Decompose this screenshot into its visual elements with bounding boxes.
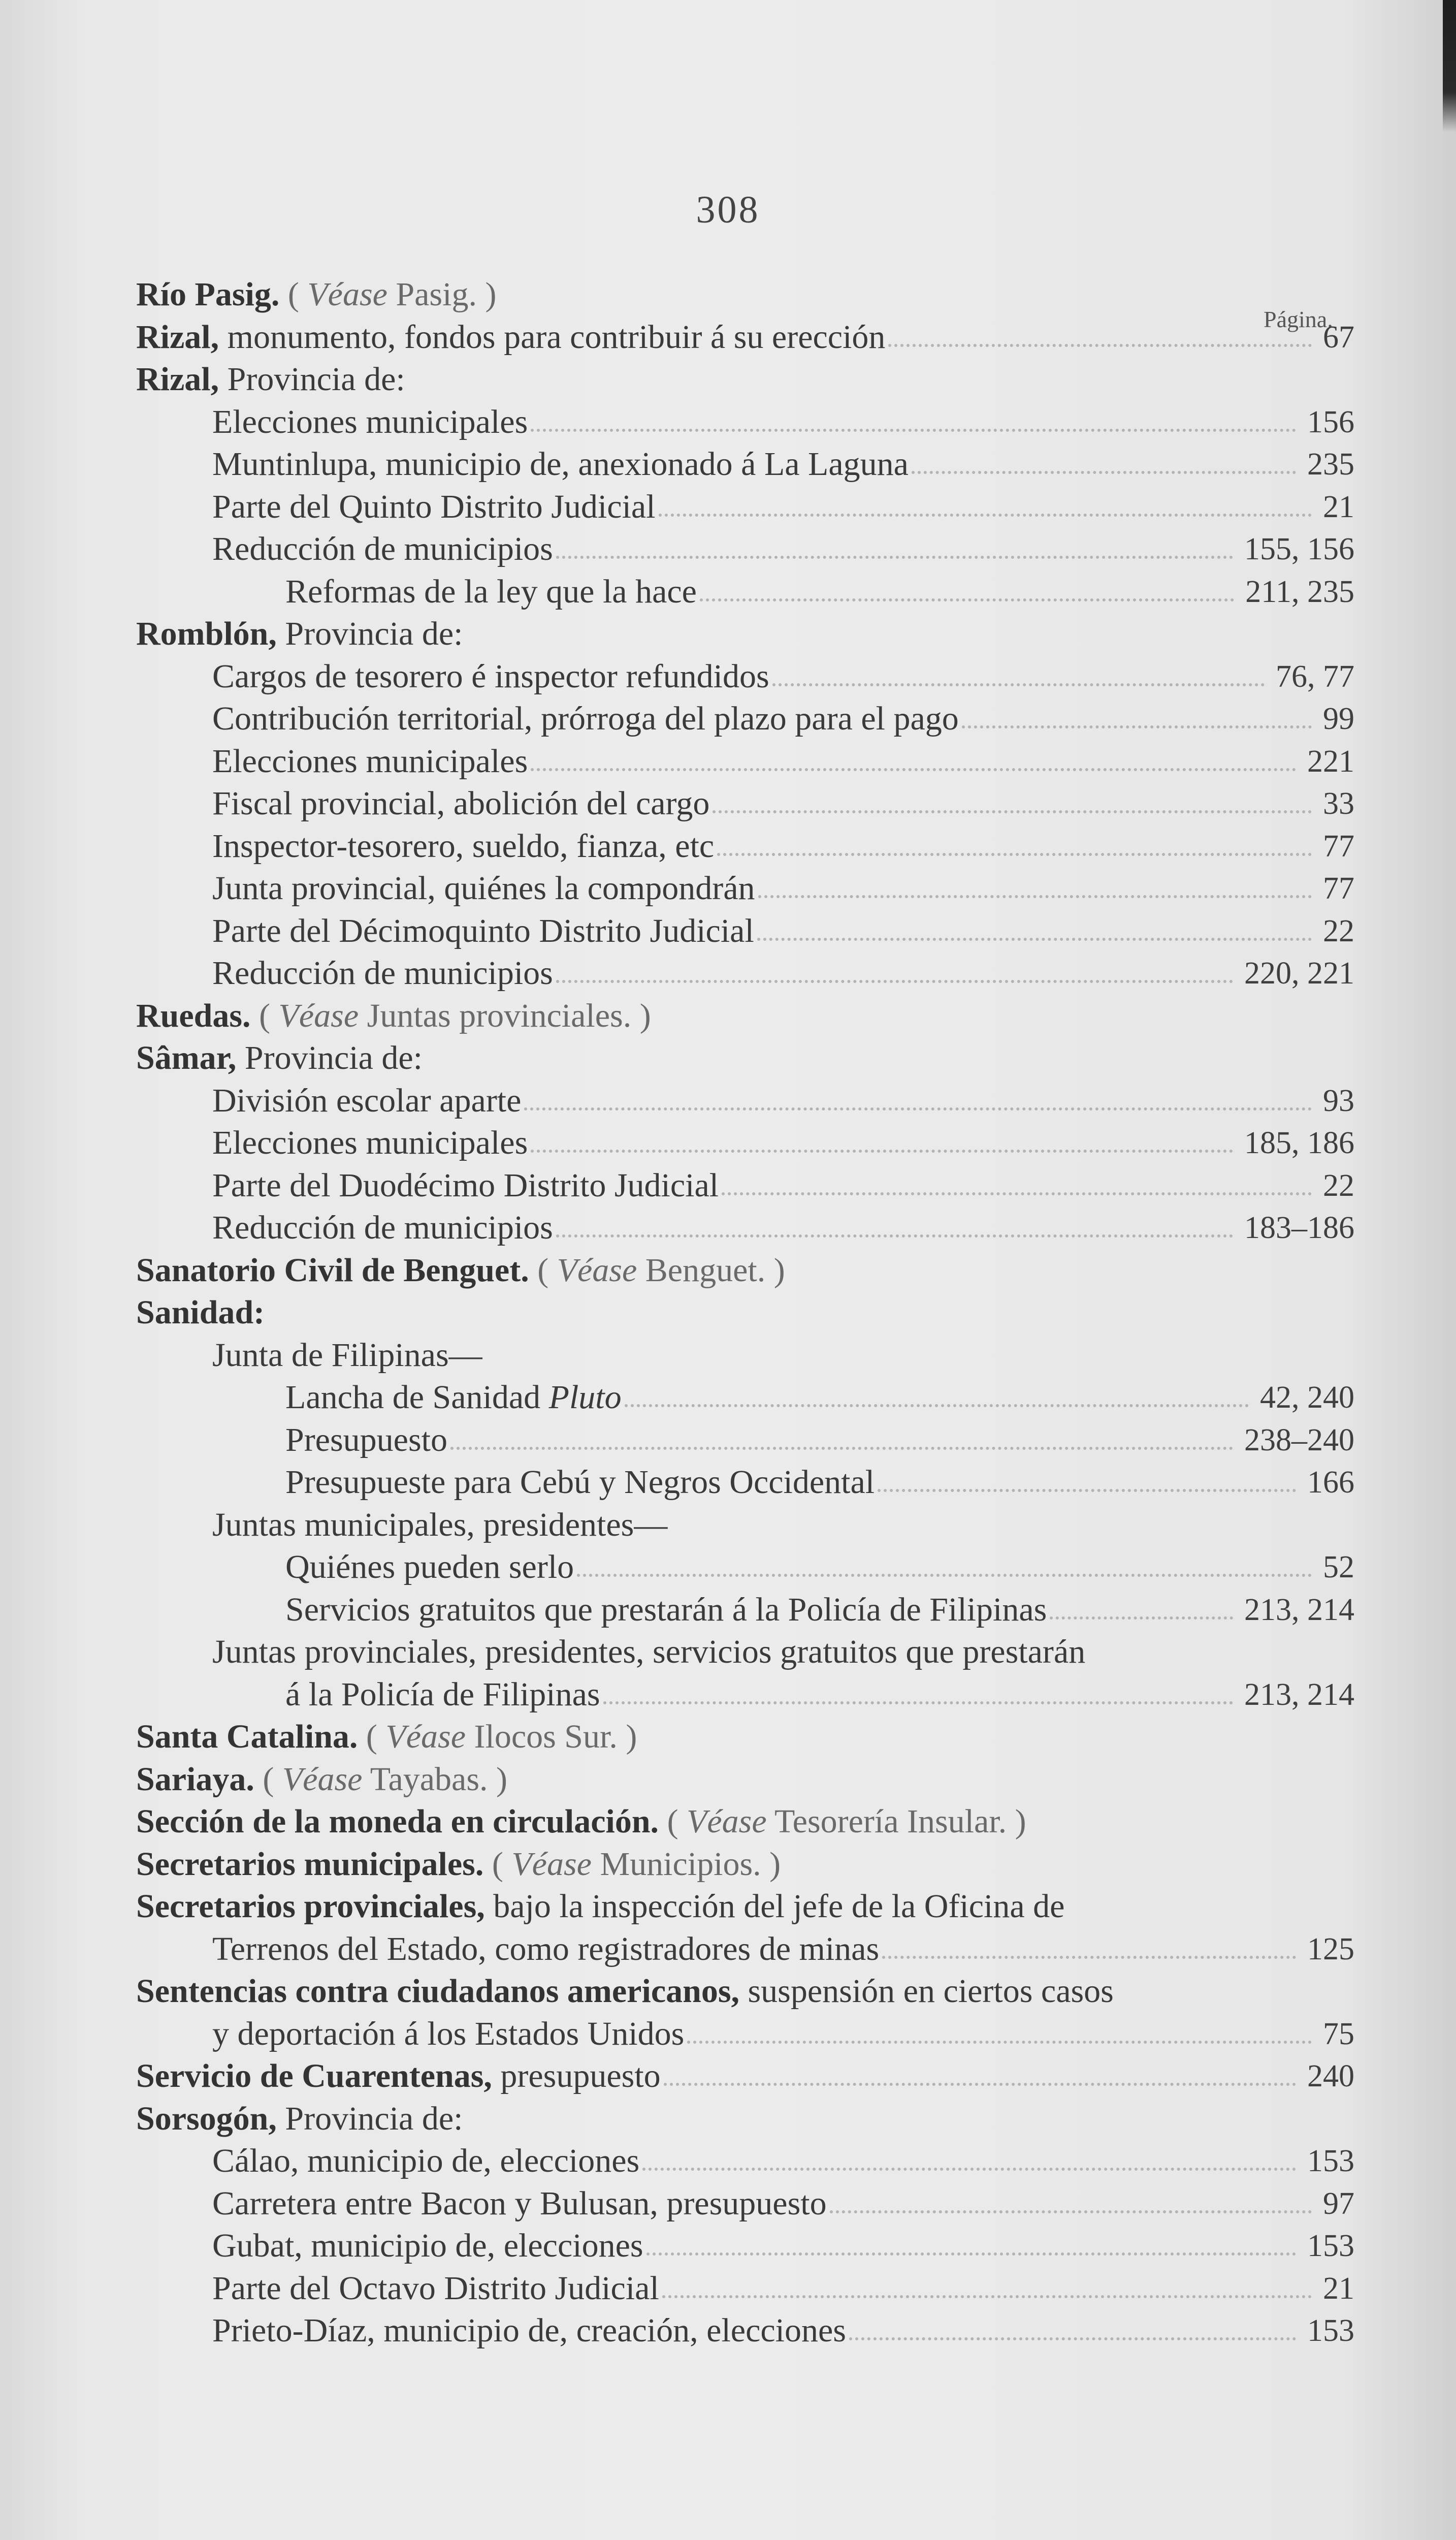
see-reference-close: ) [773, 1251, 785, 1289]
pagina-column-label: Página. [1264, 306, 1333, 332]
entry-term: Rizal, [136, 318, 219, 356]
dot-leader [664, 2083, 1296, 2086]
see-reference-target: Tayabas. [370, 1760, 488, 1798]
entry-text [212, 2138, 639, 2184]
see-reference-close: ) [769, 1845, 781, 1883]
dot-leader [531, 768, 1296, 771]
entry-page-number: 97 [1323, 2186, 1354, 2221]
index-entry [0, 1968, 1456, 2014]
entry-term: Servicio de Cuarentenas, [136, 2057, 492, 2094]
dot-leader [757, 938, 1312, 941]
entry-text [212, 399, 528, 445]
entry-page-number: 185, 186 [1244, 1126, 1354, 1160]
entry-text [136, 1035, 423, 1081]
entry-page-number: 213, 214 [1244, 1677, 1354, 1712]
entry-description: suspensión en ciertos casos [748, 1973, 1114, 2010]
see-reference-close: ) [496, 1760, 507, 1798]
see-reference-target: Pasig. [396, 276, 477, 313]
entry-text [212, 1163, 719, 1209]
entry-term: Ruedas. [136, 997, 251, 1034]
dot-leader [556, 556, 1233, 559]
dot-leader [577, 1574, 1312, 1577]
entry-text [136, 611, 463, 657]
entry-term: Sentencias contra ciudadanos americanos, [136, 1973, 739, 2010]
index-entry [0, 2138, 1456, 2184]
entry-page-number: 213, 214 [1244, 1592, 1354, 1627]
dot-leader [772, 683, 1265, 686]
entry-description: Servicios gratuitos que prestarán á la Policía de Filipinas [285, 1591, 1047, 1628]
entry-page-number: 155, 156 [1244, 532, 1354, 566]
entry-page-number: 240 [1307, 2059, 1354, 2093]
entry-description: Reformas de la ley que la hace [285, 573, 697, 610]
entry-text [136, 1799, 1026, 1845]
entry-text [212, 1502, 667, 1548]
entry-description: Provincia de: [227, 361, 405, 398]
dot-leader [962, 725, 1312, 728]
entry-description: bajo la inspección del jefe de la Oficina de [493, 1888, 1065, 1925]
entry-page-number: 153 [1307, 2313, 1354, 2348]
see-reference-label: Véase [557, 1251, 637, 1289]
dot-leader [717, 853, 1312, 856]
entry-text [285, 1587, 1047, 1633]
entry-text [212, 526, 553, 572]
entry-text [212, 441, 909, 487]
entry-description: Provincia de: [285, 615, 463, 652]
dot-leader [642, 2168, 1296, 2171]
entry-text [136, 2096, 463, 2142]
index-entry [0, 2223, 1456, 2269]
see-reference-open: ( [492, 1845, 503, 1883]
dot-leader [888, 344, 1312, 347]
index-entry [0, 2053, 1456, 2099]
entry-text [212, 781, 709, 827]
entry-description: Juntas municipales, presidentes— [212, 1506, 668, 1543]
index-entry [0, 1926, 1456, 1972]
dot-leader [830, 2210, 1312, 2213]
index-entry [0, 696, 1456, 742]
index-entry [0, 1587, 1456, 1633]
index-entry [0, 441, 1456, 487]
entry-text [136, 2053, 661, 2099]
dot-leader [912, 471, 1296, 474]
see-reference-label: Véase [278, 997, 359, 1034]
index-entry [0, 272, 1456, 318]
entry-description: Parte del Quinto Distrito Judicial [212, 488, 656, 525]
entry-description: Lancha de Sanidad [285, 1379, 541, 1416]
entry-text [136, 1714, 637, 1760]
entry-term: Sección de la moneda en circulación. [136, 1803, 659, 1840]
see-reference-label: Véase [385, 1718, 466, 1755]
index-entry [0, 314, 1456, 360]
index-entry [0, 739, 1456, 784]
dot-leader [659, 514, 1312, 517]
see-reference-label: Véase [687, 1803, 767, 1840]
index-entry [0, 654, 1456, 700]
index-entry [0, 1078, 1456, 1124]
entry-text [285, 1417, 447, 1463]
entry-text [212, 1332, 482, 1378]
see-reference-open: ( [667, 1803, 678, 1840]
index-entry [0, 2011, 1456, 2057]
see-reference-open: ( [537, 1251, 549, 1289]
index-entry [0, 2096, 1456, 2142]
dot-leader [603, 1701, 1233, 1704]
entry-text [136, 1884, 1064, 1929]
entry-description: Presupueste para Cebú y Negros Occidental [285, 1464, 875, 1501]
index-entry [0, 950, 1456, 996]
entry-text [212, 1926, 879, 1972]
entry-description: Elecciones municipales [212, 403, 528, 440]
dot-leader [531, 429, 1296, 432]
index-entry [0, 2266, 1456, 2311]
entry-description: Juntas provinciales, presidentes, servicios gratuitos que prestarán [212, 1633, 1086, 1670]
index-entry [0, 1375, 1456, 1420]
dot-leader [556, 1234, 1233, 1237]
entry-page-number: 153 [1307, 2144, 1354, 2178]
entry-text [285, 1672, 600, 1718]
entry-text [212, 1078, 521, 1124]
dot-leader [849, 2337, 1296, 2340]
dot-leader [882, 1956, 1296, 1959]
page-edge-shadow [1443, 0, 1456, 132]
entry-description: Junta provincial, quiénes la compondrán [212, 870, 755, 907]
index-entry [0, 1544, 1456, 1590]
entry-term: Secretarios municipales. [136, 1845, 484, 1883]
entry-page-number: 156 [1307, 404, 1354, 439]
entry-italic-name: Pluto [548, 1379, 622, 1416]
entry-description: Provincia de: [285, 2100, 463, 2137]
index-entry [0, 1248, 1456, 1293]
dot-leader [450, 1447, 1233, 1450]
entry-page-number: 67 [1323, 320, 1354, 355]
entry-text [212, 908, 754, 954]
dot-leader [758, 895, 1312, 898]
entry-text [212, 1120, 528, 1166]
entry-text [212, 2011, 684, 2057]
entry-term: Rizal, [136, 361, 219, 398]
entry-term: Romblón, [136, 615, 277, 652]
entry-description: presupuesto [500, 2057, 661, 2094]
index-entry [0, 781, 1456, 827]
entry-description: Fiscal provincial, abolición del cargo [212, 785, 710, 822]
entry-text [136, 272, 496, 318]
entry-text [212, 823, 714, 869]
entry-page-number: 211, 235 [1245, 574, 1354, 609]
entry-page-number: 238–240 [1244, 1422, 1354, 1457]
see-reference-open: ( [259, 997, 271, 1034]
index-entry [0, 1120, 1456, 1166]
entry-description: División escolar aparte [212, 1082, 522, 1119]
entry-description: Muntinlupa, municipio de, anexionado á La Laguna [212, 446, 909, 483]
entry-page-number: 75 [1323, 2016, 1354, 2051]
see-reference-close: ) [1015, 1803, 1026, 1840]
entry-text [136, 1248, 785, 1293]
entry-term: Santa Catalina. [136, 1718, 358, 1755]
see-reference-open: ( [366, 1718, 377, 1755]
entry-text [136, 1290, 265, 1336]
index-entry [0, 1205, 1456, 1251]
entry-text [136, 1757, 507, 1802]
dot-leader [662, 2295, 1312, 2298]
entry-page-number: 183–186 [1244, 1211, 1354, 1245]
see-reference-target: Benguet. [645, 1251, 766, 1289]
entry-text [212, 2181, 827, 2227]
index-entry [0, 1757, 1456, 1802]
entry-text [212, 696, 959, 742]
entry-term: Sâmar, [136, 1039, 237, 1076]
see-reference-close: ) [639, 997, 651, 1034]
entry-page-number: 52 [1323, 1550, 1354, 1584]
entry-text [285, 1544, 574, 1590]
entry-description: Reducción de municipios [212, 1209, 553, 1246]
see-reference-label: Véase [511, 1845, 592, 1883]
index-entry [0, 1842, 1456, 1887]
entry-text [212, 950, 553, 996]
entry-text [212, 484, 656, 530]
index-entry [0, 2181, 1456, 2227]
entry-term: Sanidad: [136, 1294, 265, 1331]
index-entry [0, 1290, 1456, 1336]
entry-text [136, 993, 651, 1039]
entry-description: Terrenos del Estado, como registradores de minas [212, 1930, 880, 1967]
entry-page-number: 125 [1307, 1931, 1354, 1966]
entry-description: Provincia de: [244, 1039, 423, 1076]
entry-page-number: 153 [1307, 2229, 1354, 2263]
dot-leader [1050, 1616, 1233, 1620]
entry-text [212, 2308, 846, 2354]
dot-leader [878, 1489, 1296, 1492]
entry-text [212, 1629, 1085, 1675]
entry-text [212, 654, 769, 700]
entry-page-number: 21 [1323, 2271, 1354, 2306]
index-entry [0, 1502, 1456, 1548]
entry-page-number: 77 [1323, 871, 1354, 906]
index-entry [0, 1417, 1456, 1463]
index-entry [0, 1332, 1456, 1378]
entry-text [212, 739, 528, 784]
index-entry [0, 823, 1456, 869]
see-reference-target: Municipios. [600, 1845, 761, 1883]
entry-text [212, 2223, 643, 2269]
index-entry [0, 1799, 1456, 1845]
dot-leader [713, 810, 1312, 813]
dot-leader [556, 980, 1233, 983]
entry-term: Sariaya. [136, 1760, 254, 1798]
entry-description: Inspector-tesorero, sueldo, fianza, etc [212, 827, 715, 865]
see-reference-target: Juntas provinciales. [367, 997, 632, 1034]
index-entry [0, 1035, 1456, 1081]
entry-text [136, 1968, 1114, 2014]
entry-description: Elecciones municipales [212, 1124, 528, 1161]
entry-description: Gubat, municipio de, elecciones [212, 2227, 643, 2264]
see-reference-target: Tesorería Insular. [774, 1803, 1007, 1840]
index-entry [0, 1629, 1456, 1675]
index-entry [0, 399, 1456, 445]
entry-text [285, 569, 697, 615]
entry-description: y deportación á los Estados Unidos [212, 2015, 685, 2052]
entry-page-number: 235 [1307, 447, 1354, 482]
entry-text [136, 1842, 781, 1887]
entry-description: Parte del Octavo Distrito Judicial [212, 2269, 659, 2307]
index-entry [0, 357, 1456, 402]
index-entry [0, 484, 1456, 530]
see-reference-target: Ilocos Sur. [474, 1718, 618, 1755]
entry-description: Elecciones municipales [212, 742, 528, 780]
entry-description: Junta de Filipinas— [212, 1336, 482, 1374]
entry-description: Contribución territorial, prórroga del plazo para el pago [212, 700, 959, 737]
entry-text [212, 866, 755, 911]
entry-term: Sorsogón, [136, 2100, 277, 2137]
index-entry [0, 908, 1456, 954]
dot-leader [524, 1107, 1312, 1110]
entry-page-number: 21 [1323, 489, 1354, 524]
entry-page-number: 22 [1323, 1168, 1354, 1203]
entry-page-number: 220, 221 [1244, 956, 1354, 991]
entry-term: Río Pasig. [136, 276, 280, 313]
see-reference-open: ( [263, 1760, 274, 1798]
index-entry [0, 1672, 1456, 1718]
dot-leader [722, 1192, 1312, 1195]
entry-text [136, 357, 405, 402]
index-entry [0, 1884, 1456, 1929]
index-entry [0, 1714, 1456, 1760]
dot-leader [687, 2041, 1312, 2044]
entry-description: Parte del Décimoquinto Distrito Judicial [212, 912, 754, 949]
entry-description: Parte del Duodécimo Distrito Judicial [212, 1166, 719, 1204]
entry-page-number: 33 [1323, 786, 1354, 821]
entry-text [136, 314, 885, 360]
index-entry [0, 2308, 1456, 2354]
entry-term: Secretarios provinciales, [136, 1888, 485, 1925]
entry-description: Carretera entre Bacon y Bulusan, presupuesto [212, 2184, 827, 2222]
entry-description: á la Policía de Filipinas [285, 1675, 600, 1713]
index-entry [0, 866, 1456, 911]
entry-text [285, 1459, 875, 1505]
page-number: 308 [696, 188, 760, 231]
entry-page-number: 22 [1323, 913, 1354, 948]
entry-description: Cálao, municipio de, elecciones [212, 2142, 640, 2179]
see-reference-label: Véase [282, 1760, 363, 1798]
entry-description: Presupuesto [285, 1421, 447, 1458]
see-reference-label: Véase [307, 276, 387, 313]
index-entry [0, 1163, 1456, 1209]
entry-page-number: 76, 77 [1276, 659, 1354, 694]
entry-text [212, 1205, 553, 1251]
entry-term: Sanatorio Civil de Benguet. [136, 1251, 529, 1289]
dot-leader [625, 1404, 1249, 1407]
entry-description: Prieto-Díaz, municipio de, creación, elecciones [212, 2312, 846, 2349]
entry-description: monumento, fondos para contribuir á su erección [227, 318, 886, 356]
index-entry [0, 569, 1456, 615]
index-entry [0, 526, 1456, 572]
entry-description: Cargos de tesorero é inspector refundidos [212, 657, 769, 695]
entry-page-number: 99 [1323, 702, 1354, 736]
see-reference-close: ) [626, 1718, 637, 1755]
entry-page-number: 42, 240 [1260, 1380, 1354, 1415]
dot-leader [531, 1150, 1233, 1153]
entry-description: Reducción de municipios [212, 530, 553, 567]
entry-text [212, 2266, 659, 2311]
entry-page-number: 166 [1307, 1465, 1354, 1500]
dot-leader [700, 598, 1234, 601]
entry-description: Quiénes pueden serlo [285, 1548, 574, 1585]
entry-page-number: 93 [1323, 1083, 1354, 1118]
dot-leader [646, 2252, 1296, 2256]
index-entry [0, 1459, 1456, 1505]
entry-description: Reducción de municipios [212, 955, 553, 992]
entry-page-number: 221 [1307, 744, 1354, 779]
index-entry [0, 993, 1456, 1039]
see-reference-open: ( [287, 276, 299, 313]
index-entry [0, 611, 1456, 657]
entry-text [285, 1375, 622, 1420]
see-reference-close: ) [485, 276, 497, 313]
entry-page-number: 77 [1323, 829, 1354, 864]
